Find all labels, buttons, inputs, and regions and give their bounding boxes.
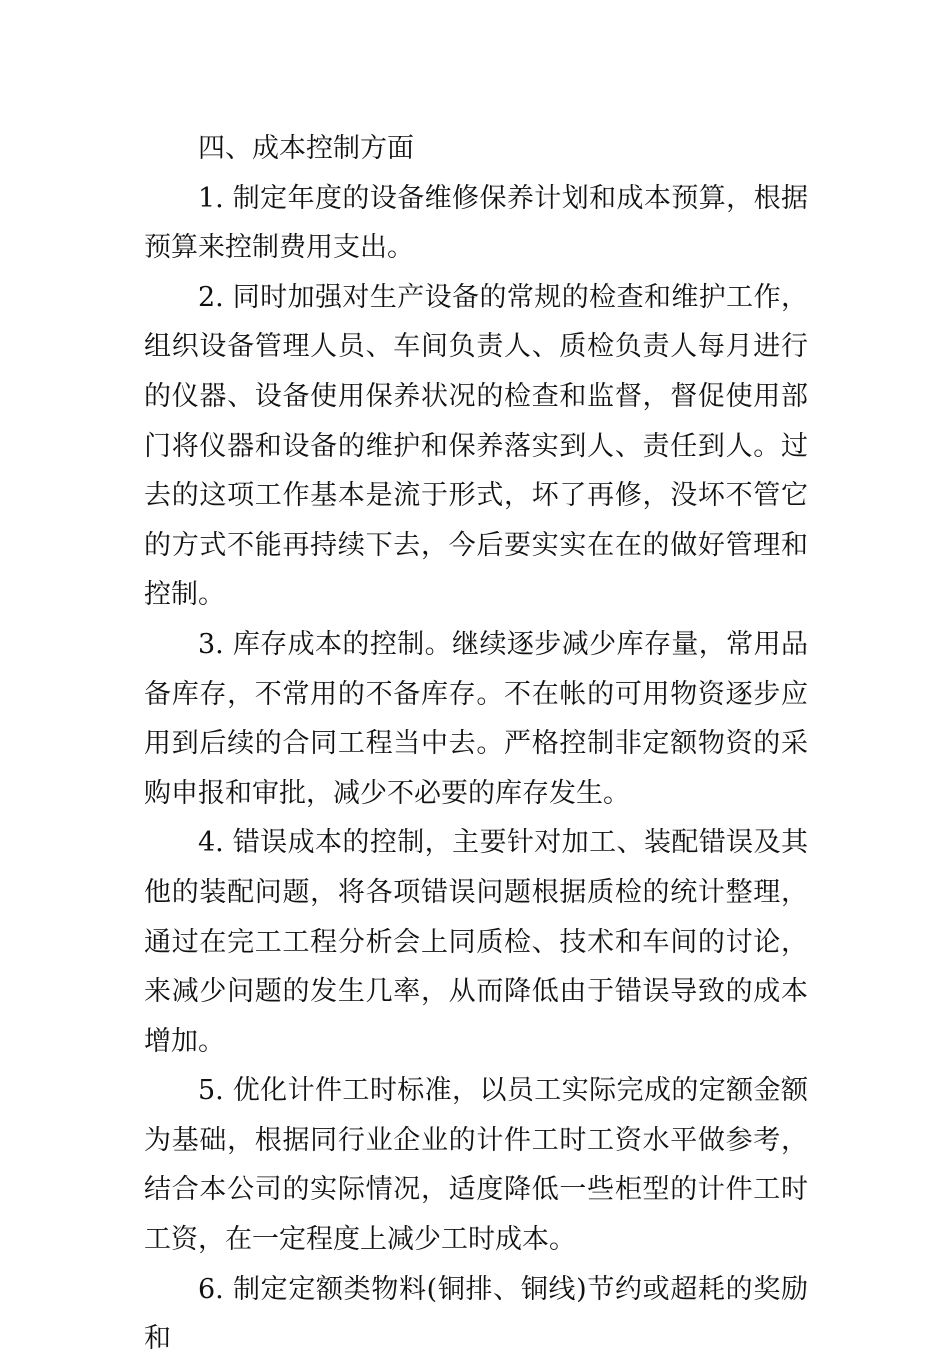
paragraph-item-2: 2. 同时加强对生产设备的常规的检查和维护工作，组织设备管理人员、车间负责人、质检负责人每月进行的仪器、设备使用保养状况的检查和监督，督促使用部门将仪器和设备的维护和保养落实到人、责任到人。过去的这项工作基本是流于形式，坏了再修，没坏不管它的方式不能再持续下去，今后要实实在在的做好管理和控制。 [144, 281, 808, 611]
paragraph-item-6: 6. 制定定额类物料(铜排、铜线)节约或超耗的奖励和 [144, 1273, 808, 1355]
document-body [144, 124, 808, 1364]
paragraph-item-3: 3. 库存成本的控制。继续逐步减少库存量，常用品备库存，不常用的不备库存。不在帐的可用物资逐步应用到后续的合同工程当中去。严格控制非定额物资的采购申报和审批，减少不必要的库存发生。 [144, 628, 808, 809]
paragraph-item-4: 4. 错误成本的控制，主要针对加工、装配错误及其他的装配问题，将各项错误问题根据质检的统计整理，通过在完工工程分析会上同质检、技术和车间的讨论，来减少问题的发生几率，从而降低由于错误导致的成本增加。 [144, 827, 808, 1057]
section-heading: 四、成本控制方面 [198, 133, 414, 164]
paragraph-item-5: 5. 优化计件工时标准，以员工实际完成的定额金额为基础，根据同行业企业的计件工时工资水平做参考，结合本公司的实际情况，适度降低一些柜型的计件工时工资，在一定程度上减少工时成本。 [144, 1075, 808, 1256]
paragraph-item-1: 1. 制定年度的设备维修保养计划和成本预算，根据预算来控制费用支出。 [144, 182, 808, 264]
